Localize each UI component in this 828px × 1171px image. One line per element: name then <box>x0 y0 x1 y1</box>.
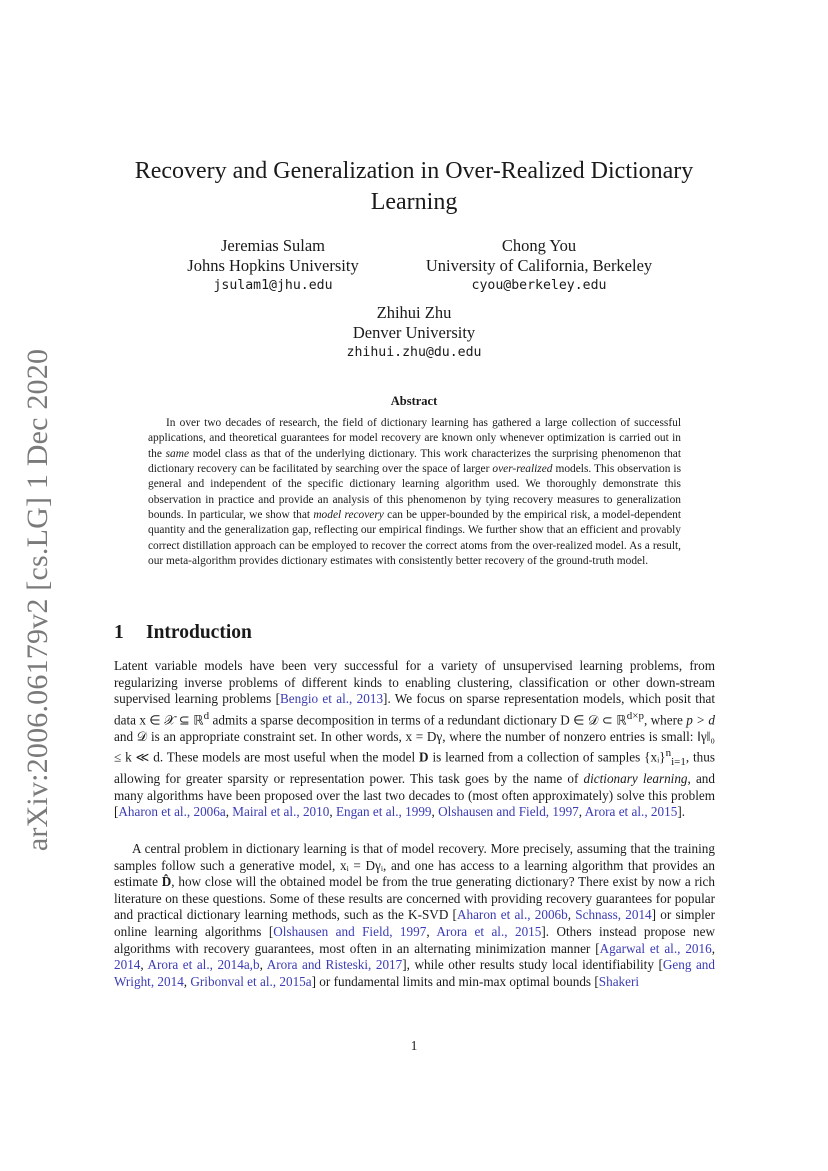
citation-link[interactable]: Mairal et al., 2010 <box>232 804 330 820</box>
section-heading-introduction <box>114 622 252 644</box>
citation-link[interactable]: Arora et al., 2015 <box>436 923 542 939</box>
math-inline: D <box>419 749 429 765</box>
author-block-2 <box>398 236 680 295</box>
citation-link[interactable]: Arora and Risteski, 2017 <box>266 957 403 973</box>
section-number: 1 <box>114 622 124 643</box>
intro-paragraph-2: A central problem in dictionary learning is that of model recovery. More precisely, assuming that the training samples follow such a generative model, xᵢ = Dγᵢ, and one has access to a learning algorithm that provides an estimate D̂, how close will the obtained model be from the true generating dictionary? There exist by now a rich literature on these questions. Some of these results are concerned with providing recovery guarantees for popular and practical dictionary learning methods, such as the K-SVD [Aharon et al., 2006b, Schnass, 2014] or simpler online learning algorithms [Olshausen and Field, 1997, Arora et al., 2015]. Others instead propose new algorithms with recovery guarantees, most often in an alternating minimization manner [Agarwal et al., 2016, 2014, Arora et al., 2014a,b, Arora and Risteski, 2017], while other results study local identifiability [Geng and Wright, 2014, Gribonval et al., 2015a] or fundamental limits and min-max optimal bounds [Shakeri <box>114 841 716 989</box>
citation-link[interactable]: Gribonval et al., 2015a <box>190 973 312 989</box>
citation-link[interactable]: Arora et al., 2014a,b <box>147 957 260 973</box>
math-inline: p > d <box>686 712 716 728</box>
citation-link[interactable]: Engan et al., 1999 <box>335 804 432 820</box>
arxiv-identifier-stamp: arXiv:2006.06179v2 [cs.LG] 1 Dec 2020 <box>21 348 54 852</box>
math-inline: D ∈ 𝒟 ⊂ ℝ <box>560 712 627 728</box>
citation-link[interactable]: Olshausen and Field, 1997 <box>438 804 579 820</box>
citation-link[interactable]: Bengio et al., 2013 <box>280 691 384 707</box>
author-email[interactable]: cyou@berkeley.edu <box>471 278 607 293</box>
math-inline: ‖γ‖₀ ≤ k ≪ d <box>114 728 715 765</box>
author-affiliation: Denver University <box>352 323 476 342</box>
math-inline: x ∈ 𝒳 ⊆ ℝ <box>139 712 204 728</box>
citation-link[interactable]: Aharon et al., 2006b <box>456 907 568 923</box>
intro-paragraph-1: Latent variable models have been very successful for a variety of unsupervised learning problems, from regularizing inverse problems of different kinds to enabling clustering, classification or other down-stream supervised learning problems [Bengio et al., 2013]. We focus on sparse representation models, which posit that data x ∈ 𝒳 ⊆ ℝ$^d$ admits a sparse decomposition in terms of a redundant dictionary D ∈ 𝒟 ⊂ ℝ$^{d\times p}$, where p > d and 𝒟 is an appropriate constraint set. In other words, x = Dγ, where the number of nonzero entries is small: ‖γ‖₀ ≤ k ≪ d. These models are most useful when the model D is learned from a collection of samples {xᵢ}$^n_{i=1}$, thus allowing for greater sparsity or representation power. This task goes by the name of dictionary learning, and many algorithms have been proposed over the last two decades to (most often approximately) solve this problem [Aharon et al., 2006a, Mairal et al., 2010, Engan et al., 1999, Olshausen and Field, 1997, Arora et al., 2015]. <box>114 658 716 820</box>
citation-link[interactable]: 2014 <box>114 957 141 973</box>
section-title: Introduction <box>146 622 252 643</box>
citation-link[interactable]: Shakeri <box>598 973 640 989</box>
author-name: Chong You <box>501 236 577 255</box>
citation-link[interactable]: Geng and Wright, 2014 <box>114 957 715 989</box>
author-affiliation: Johns Hopkins University <box>187 256 359 275</box>
citation-link[interactable]: Agarwal et al., 2016 <box>599 940 712 956</box>
author-block-3 <box>314 303 514 362</box>
math-inline: D̂ <box>161 874 172 890</box>
author-name: Jeremias Sulam <box>220 236 326 255</box>
abstract-text: In over two decades of research, the field of dictionary learning has gathered a large collection of successful applications, and theoretical guarantees for model recovery are known only whenever optimization is carried out in the same model class as that of the underlying dictionary. This work characterizes the surprising phenomenon that dictionary recovery can be facilitated by searching over the space of larger over-realized models. This observation is general and independent of the specific dictionary learning algorithm used. We thoroughly demonstrate this observation in practice and provide an analysis of this phenomenon by tying recovery measures to generalization bounds. In particular, we show that model recovery can be upper-bounded by the empirical risk, a model-dependent quantity and the generalization gap, reflecting our empirical findings. We further show that an efficient and provably correct distillation approach can be employed to recover the correct atoms from the over-realized model. As a result, our meta-algorithm provides dictionary estimates with consistently better recovery of the ground-truth model. <box>148 417 682 568</box>
citation-link[interactable]: Aharon et al., 2006a <box>118 804 226 820</box>
author-email[interactable]: jsulam1@jhu.edu <box>213 278 333 293</box>
paper-title: Recovery and Generalization in Over-Realized Dictionary Learning <box>134 158 694 215</box>
abstract-heading: Abstract <box>390 394 438 408</box>
math-inline: x = Dγ <box>405 728 443 744</box>
author-name: Zhihui Zhu <box>376 303 452 322</box>
page-number: 1 <box>410 1038 418 1053</box>
citation-link[interactable]: Arora et al., 2015 <box>584 804 678 820</box>
author-email[interactable]: zhihui.zhu@du.edu <box>346 345 482 360</box>
author-block-1 <box>170 236 376 295</box>
citation-link[interactable]: Olshausen and Field, 1997 <box>273 923 427 939</box>
citation-link[interactable]: Schnass, 2014 <box>575 907 652 923</box>
math-inline: xᵢ = Dγᵢ <box>340 857 383 873</box>
math-inline: 𝒟 <box>136 728 148 744</box>
author-affiliation: University of California, Berkeley <box>425 256 653 275</box>
math-inline: {xᵢ} <box>644 749 666 765</box>
